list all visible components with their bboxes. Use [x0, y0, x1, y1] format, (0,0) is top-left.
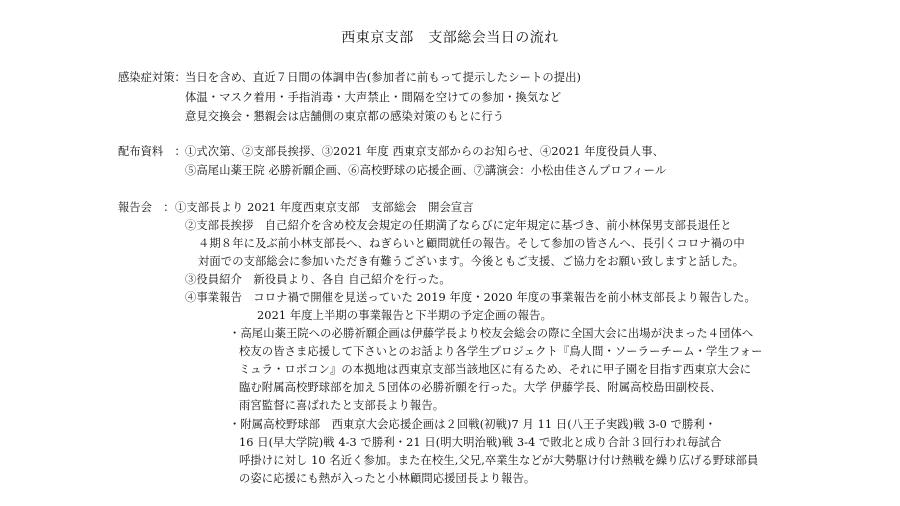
- document-title: 西東京支部 支部総会当日の流れ: [341, 30, 559, 46]
- report-line-11: 臨む附属高校野球部を加え５団体の必勝祈願を行った。大学 伊藤学長、附属高校島田副校長、: [239, 381, 722, 394]
- report-line-6: ④事業報告 コロナ禍で開催を見送っていた 2019 年度・2020 年度の事業報告を前小林支部長より報告した。: [185, 291, 756, 304]
- report-line-4: 対面での支部総会に参加いただき有難うございます。今後ともご支援、ご協力をお願い致しますと話した。: [198, 255, 745, 268]
- infection-line-3: 意見交換会・懇親会は店舗側の東京都の感染対策のもとに行う: [185, 110, 505, 123]
- report-line-1: ①支部長より 2021 年度西東京支部 支部総会 開会宣言: [175, 201, 474, 214]
- infection-line-1: 当日を含め、直近７日間の体調申告(参加者に前もって提示したシートの提出): [185, 71, 582, 84]
- report-label: 報告会 ：: [118, 201, 175, 214]
- report-line-10: ミュラ・ロボコン』の本拠地は西東京支部当該地区に有るため、それに甲子園を目指す西東京大会に: [239, 363, 752, 376]
- report-line-16: の姿に応援にも熱が入ったと小林顧問応援団長より報告。: [239, 472, 536, 485]
- report-line-8: ・高尾山薬王院への必勝祈願企画は伊藤学長より校友会総会の際に全国大会に出場が決まった４団体へ: [229, 327, 754, 340]
- report-line-3: ４期８年に及ぶ前小林支部長へ、ねぎらいと顧問就任の報告。そして参加の皆さんへ、長引くコロナ禍の中: [198, 237, 745, 250]
- materials-line-2: ⑤高尾山薬王院 必勝祈願企画、⑥高校野球の応援企画、⑦講演会：小松由佳さんプロフィール: [185, 164, 667, 177]
- materials-line-1: ①式次第、②支部長挨拶、③2021 年度 西東京支部からのお知らせ、④2021 年度役員人事、: [185, 145, 664, 158]
- report-line-12: 雨宮監督に喜ばれたと支部長より報告。: [239, 399, 445, 412]
- report-line-14: 16 日(早大学院)戦 4-3 で勝利・21 日(明大明治戦)戦 3-4 で敗北と成り合計３回行われ毎試合: [239, 436, 722, 449]
- report-line-13: ・附属高校野球部 西東京大会応援企画は２回戦(初戦)7 月 11 日(八王子実践)戦 3-0 で勝利・: [229, 418, 717, 431]
- report-line-9: 校友の皆さま応援して下さいとのお話より各学生プロジェクト『鳥人間・ソーラーチーム・学生フォー: [239, 345, 763, 358]
- infection-label: 感染症対策：: [118, 71, 186, 84]
- report-line-15: 呼掛けに対し 10 名近く参加。また在校生,父兄,卒業生などが大勢駆け付け熱戦を繰り広げる野球部員: [239, 454, 759, 467]
- infection-line-2: 体温・マスク着用・手指消毒・大声禁止・間隔を空けての参加・換気など: [185, 91, 562, 104]
- report-line-5: ③役員紹介 新役員より、各自 自己紹介を行った。: [185, 273, 451, 286]
- materials-label: 配布資料 ：: [118, 145, 186, 158]
- report-line-2: ②支部長挨拶 自己紹介を含め校友会規定の任期満了ならびに定年規定に基づき、前小林保男支部長退任と: [185, 219, 732, 232]
- report-line-7: 2021 年度上半期の事業報告と下半期の予定企画の報告。: [257, 309, 552, 322]
